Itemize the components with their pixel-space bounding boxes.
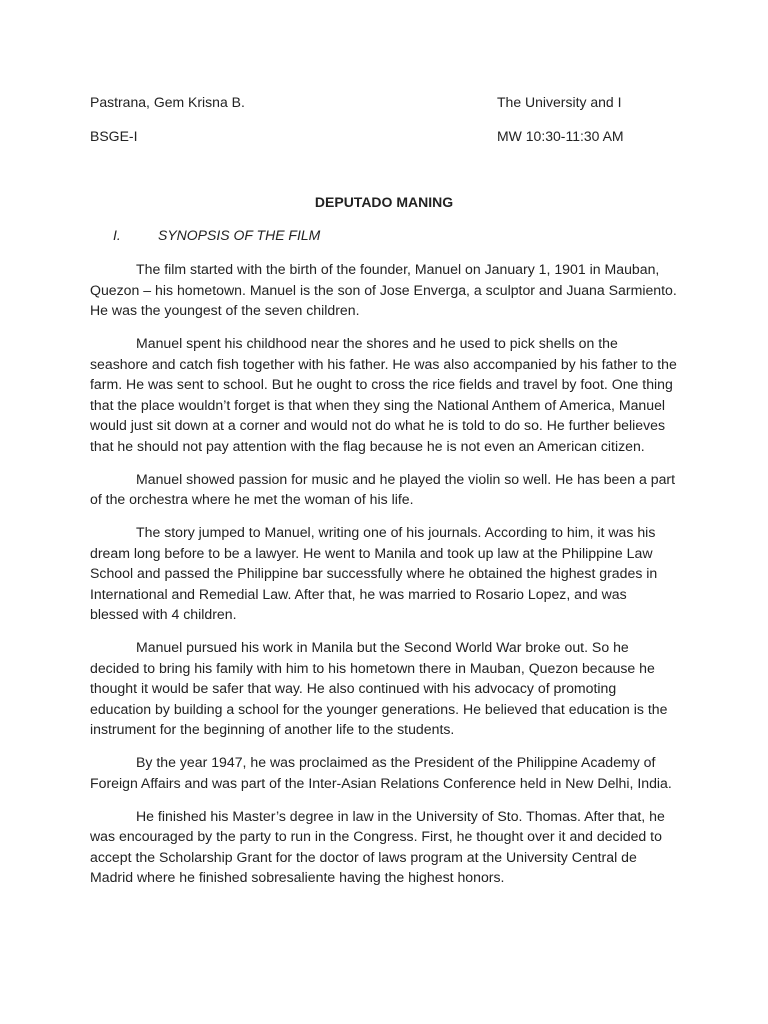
document-title: DEPUTADO MANING <box>314 194 454 210</box>
paragraph: The film started with the birth of the founder, Manuel on January 1, 1901 in Mauban, Quezon – his hometown. Manuel is the son of Jose Enverga, a sculptor and Juana Sarmiento. He was the youngest of the seven children. <box>90 261 677 318</box>
student-name: Pastrana, Gem Krisna B. <box>90 94 245 110</box>
course-code: BSGE-I <box>90 128 138 144</box>
paragraph: Manuel spent his childhood near the shores and he used to pick shells on the seashore and catch fish together with his father. He was also accompanied by his father to the farm. He was sent to school. But he ought to cross the rice fields and travel by foot. One thing that the place wouldn’t forget is that when they sing the National Anthem of America, Manuel would just sit down at a corner and would not do what he is told to do so. He further believes that he should not pay attention with the flag because he is not even an American citizen. <box>90 335 677 454</box>
paragraph: By the year 1947, he was proclaimed as the President of the Philippine Academy of Foreign Affairs and was part of the Inter-Asian Relations Conference held in New Delhi, India. <box>90 754 672 791</box>
document-body <box>90 259 678 900</box>
paragraph: Manuel pursued his work in Manila but the Second World War broke out. So he decided to bring his family with him to his hometown there in Mauban, Quezon because he thought it would be safer that way. He also continued with his advocacy of promoting education by building a school for the younger generations. He believed that education is the instrument for the beginning of another life to the students. <box>90 639 668 737</box>
section-heading-text: SYNOPSIS OF THE FILM <box>158 227 321 243</box>
paragraph: Manuel showed passion for music and he played the violin so well. He has been a part of the orchestra where he met the woman of his life. <box>90 470 676 507</box>
paragraph: He finished his Master’s degree in law in the University of Sto. Thomas. After that, he was encouraged by the party to run in the Congress. First, he thought over it and decided to accept the Scholarship Grant for the doctor of laws program at the University Central de Madrid where he finished sobresaliente having the highest honors. <box>90 807 665 885</box>
paragraph: The story jumped to Manuel, writing one of his journals. According to him, it was his dream long before to be a lawyer. He went to Manila and took up law at the Philippine Law School and passed the Philippine bar successfully where he obtained the highest grades in International and Remedial Law. After that, he was married to Rosario Lopez, and was blessed with 4 children. <box>90 524 658 622</box>
subject-name: The University and I <box>497 94 622 110</box>
section-number: I. <box>113 227 121 243</box>
class-schedule: MW 10:30-11:30 AM <box>497 128 624 144</box>
